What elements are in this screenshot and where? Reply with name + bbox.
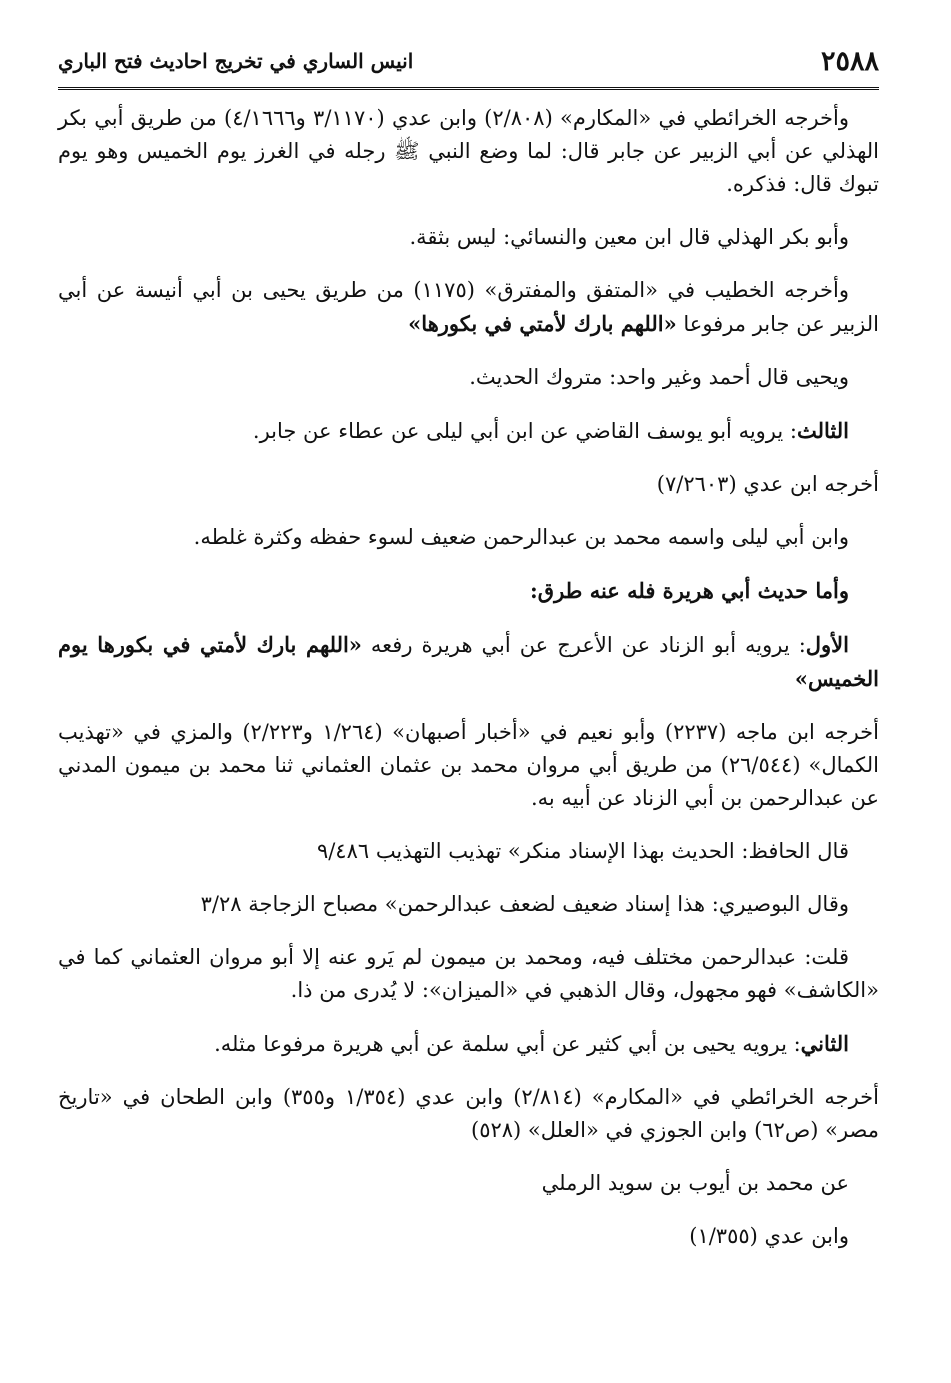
paragraph-text: قال الحافظ: الحديث بهذا الإسناد منكر» تهذيب التهذيب ٩/٤٨٦ bbox=[316, 839, 849, 863]
bold-text: «اللهم بارك لأمتي في بكورها» bbox=[408, 311, 677, 336]
paragraph bbox=[58, 521, 879, 554]
paragraph bbox=[58, 1167, 879, 1200]
paragraph bbox=[58, 1220, 879, 1253]
paragraph bbox=[58, 628, 879, 696]
bold-text: «اللهم بارك لأمتي في بكورها يوم الخميس» bbox=[58, 632, 879, 691]
document-body bbox=[58, 102, 879, 1273]
paragraph-text: قلت: عبدالرحمن مختلف فيه، ومحمد بن ميمون لم يَرو عنه إلا أبو مروان العثماني كما في «الكاشف» فهو مجهول، وقال الذهبي في «الميزان»: لا يُدرى من ذا. bbox=[58, 945, 879, 1002]
running-title: انيس الساري في تخريج احاديث فتح الباري bbox=[58, 49, 414, 73]
paragraph-text: أخرجه ابن ماجه (٢٢٣٧) وأبو نعيم في «أخبار أصبهان» (١/٢٦٤ و٢/٢٢٣) والمزي في «تهذيب الكمال» (٢٦/٥٤٤) من طريق أبي مروان محمد بن عثمان العثماني ثنا محمد بن ميمون المدني عن عبدالرحمن بن أبي الزناد عن أبيه به. bbox=[58, 720, 879, 810]
paragraph-text: أخرجه ابن عدي (٧/٢٦٠٣) bbox=[656, 472, 879, 496]
header-rule bbox=[58, 87, 879, 90]
paragraph-text: وأخرجه الخطيب في «المتفق والمفترق» (١١٧٥) من طريق يحيى بن أبي أنيسة عن أبي الزبير عن جابر مرفوعا bbox=[58, 278, 879, 336]
paragraph-text: وقال البوصيري: هذا إسناد ضعيف لضعف عبدالرحمن» مصباح الزجاجة ٣/٢٨ bbox=[200, 892, 849, 916]
paragraph bbox=[58, 1081, 879, 1147]
paragraph-text: : يرويه أبو الزناد عن الأعرج عن أبي هريرة رفعه bbox=[361, 633, 806, 657]
bold-text: وأما حديث أبي هريرة فله عنه طرق: bbox=[530, 578, 849, 603]
paragraph bbox=[58, 888, 879, 921]
paragraph bbox=[58, 1027, 879, 1061]
page-header bbox=[58, 38, 879, 84]
paragraph bbox=[58, 941, 879, 1007]
paragraph bbox=[58, 835, 879, 868]
page-number: ٢٥٨٨ bbox=[820, 45, 879, 77]
paragraph bbox=[58, 274, 879, 341]
paragraph-text: أخرجه الخرائطي في «المكارم» (٢/٨١٤) وابن عدي (١/٣٥٤ و٣٥٥) وابن الطحان في «تاريخ مصر» (ص٦٢) وابن الجوزي في «العلل» (٥٢٨) bbox=[58, 1085, 879, 1142]
paragraph-text: وابن عدي (١/٣٥٥) bbox=[689, 1224, 849, 1248]
paragraph bbox=[58, 221, 879, 254]
bold-text: الأول bbox=[805, 632, 849, 657]
paragraph-text: وابن أبي ليلى واسمه محمد بن عبدالرحمن ضعيف لسوء حفظه وكثرة غلطه. bbox=[193, 525, 849, 549]
paragraph-text: وأبو بكر الهذلي قال ابن معين والنسائي: ليس بثقة. bbox=[409, 225, 849, 249]
paragraph bbox=[58, 361, 879, 394]
paragraph bbox=[58, 414, 879, 448]
paragraph bbox=[58, 102, 879, 201]
paragraph bbox=[58, 468, 879, 501]
paragraph-text: : يرويه يحيى بن أبي كثير عن أبي سلمة عن أبي هريرة مرفوعا مثله. bbox=[214, 1032, 801, 1056]
paragraph bbox=[58, 716, 879, 815]
bold-text: الثاني bbox=[800, 1031, 849, 1056]
paragraph-text: : يرويه أبو يوسف القاضي عن ابن أبي ليلى عن عطاء عن جابر. bbox=[252, 419, 797, 443]
paragraph bbox=[58, 574, 879, 608]
bold-text: الثالث bbox=[797, 418, 849, 443]
paragraph-text: وأخرجه الخرائطي في «المكارم» (٢/٨٠٨) وابن عدي (٣/١١٧٠ و٤/١٦٦٦) من طريق أبي بكر الهذلي عن أبي الزبير عن جابر قال: لما وضع النبي ﷺ رجله في الغرز يوم الخميس وهو يوم تبوك قال: فذكره. bbox=[58, 106, 879, 196]
paragraph-text: ويحيى قال أحمد وغير واحد: متروك الحديث. bbox=[469, 365, 849, 389]
paragraph-text: عن محمد بن أيوب بن سويد الرملي bbox=[541, 1171, 849, 1195]
